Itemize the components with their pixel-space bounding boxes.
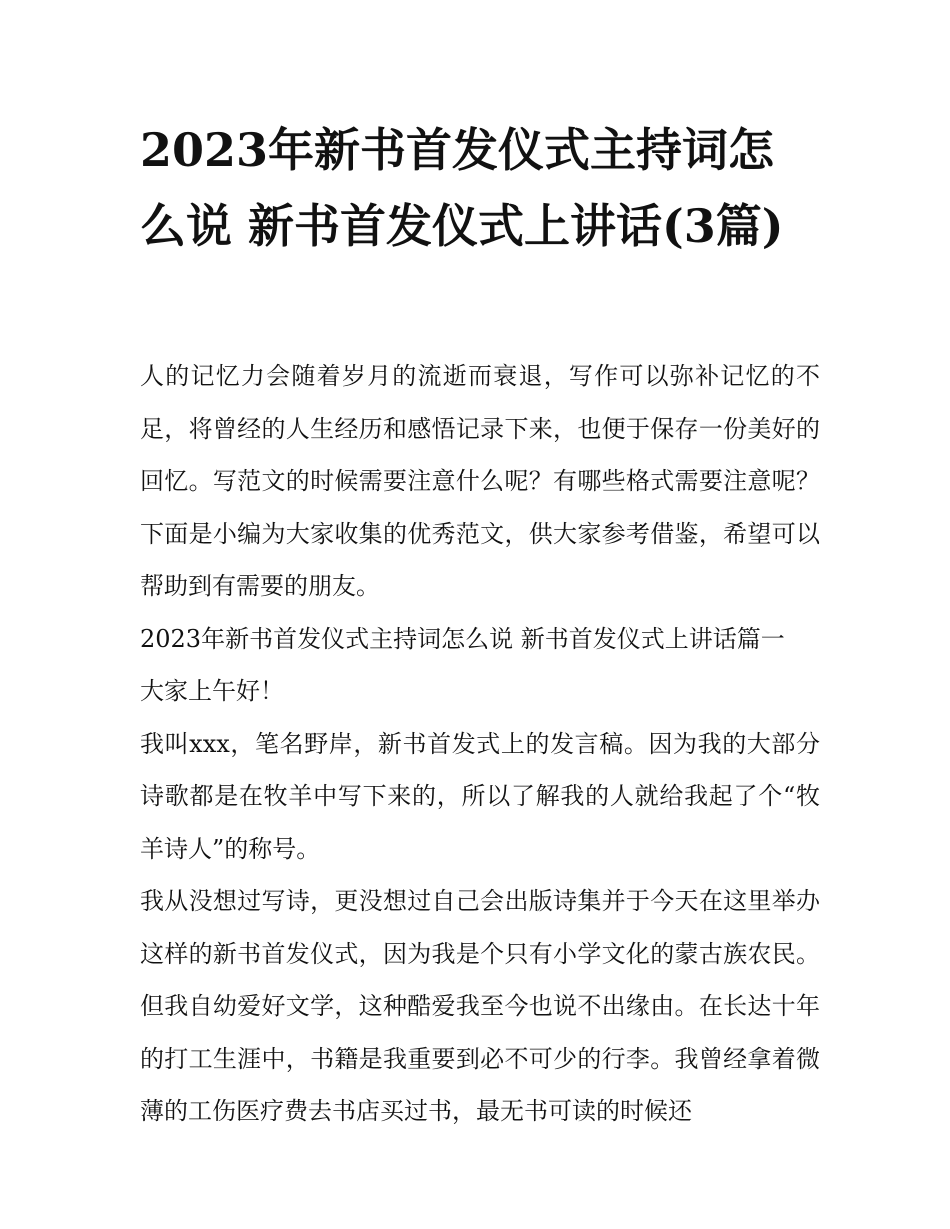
- body-paragraph: 我从没想过写诗，更没想过自己会出版诗集并于今天在这里举办这样的新书首发仪式，因为我是个只有小学文化的蒙古族农民。但我自幼爱好文学，这种酷爱我至今也说不出缘由。在长达十年的打工生涯中，书籍是我重要到必不可少的行李。我曾经拿着微薄的工伤医疗费去书店买过书，最无书可读的时候还: [140, 887, 820, 1125]
- document-title: 2023年新书首发仪式主持词怎么说 新书首发仪式上讲话(3篇): [140, 123, 784, 253]
- body-paragraph: 我叫xxx，笔名野岸，新书首发式上的发言稿。因为我的大部分诗歌都是在牧羊中写下来的，所以了解我的人就给我起了个“牧羊诗人”的称号。: [140, 729, 820, 863]
- greeting-paragraph: 大家上午好！: [140, 677, 284, 705]
- document-body: [140, 350, 820, 1138]
- section-heading: 2023年新书首发仪式主持词怎么说 新书首发仪式上讲话篇一: [140, 624, 785, 653]
- intro-paragraph: 人的记忆力会随着岁月的流逝而衰退，写作可以弥补记忆的不足，将曾经的人生经历和感悟记录下来，也便于保存一份美好的回忆。写范文的时候需要注意什么呢？有哪些格式需要注意呢？下面是小编为大家收集的优秀范文，供大家参考借鉴，希望可以帮助到有需要的朋友。: [140, 362, 820, 600]
